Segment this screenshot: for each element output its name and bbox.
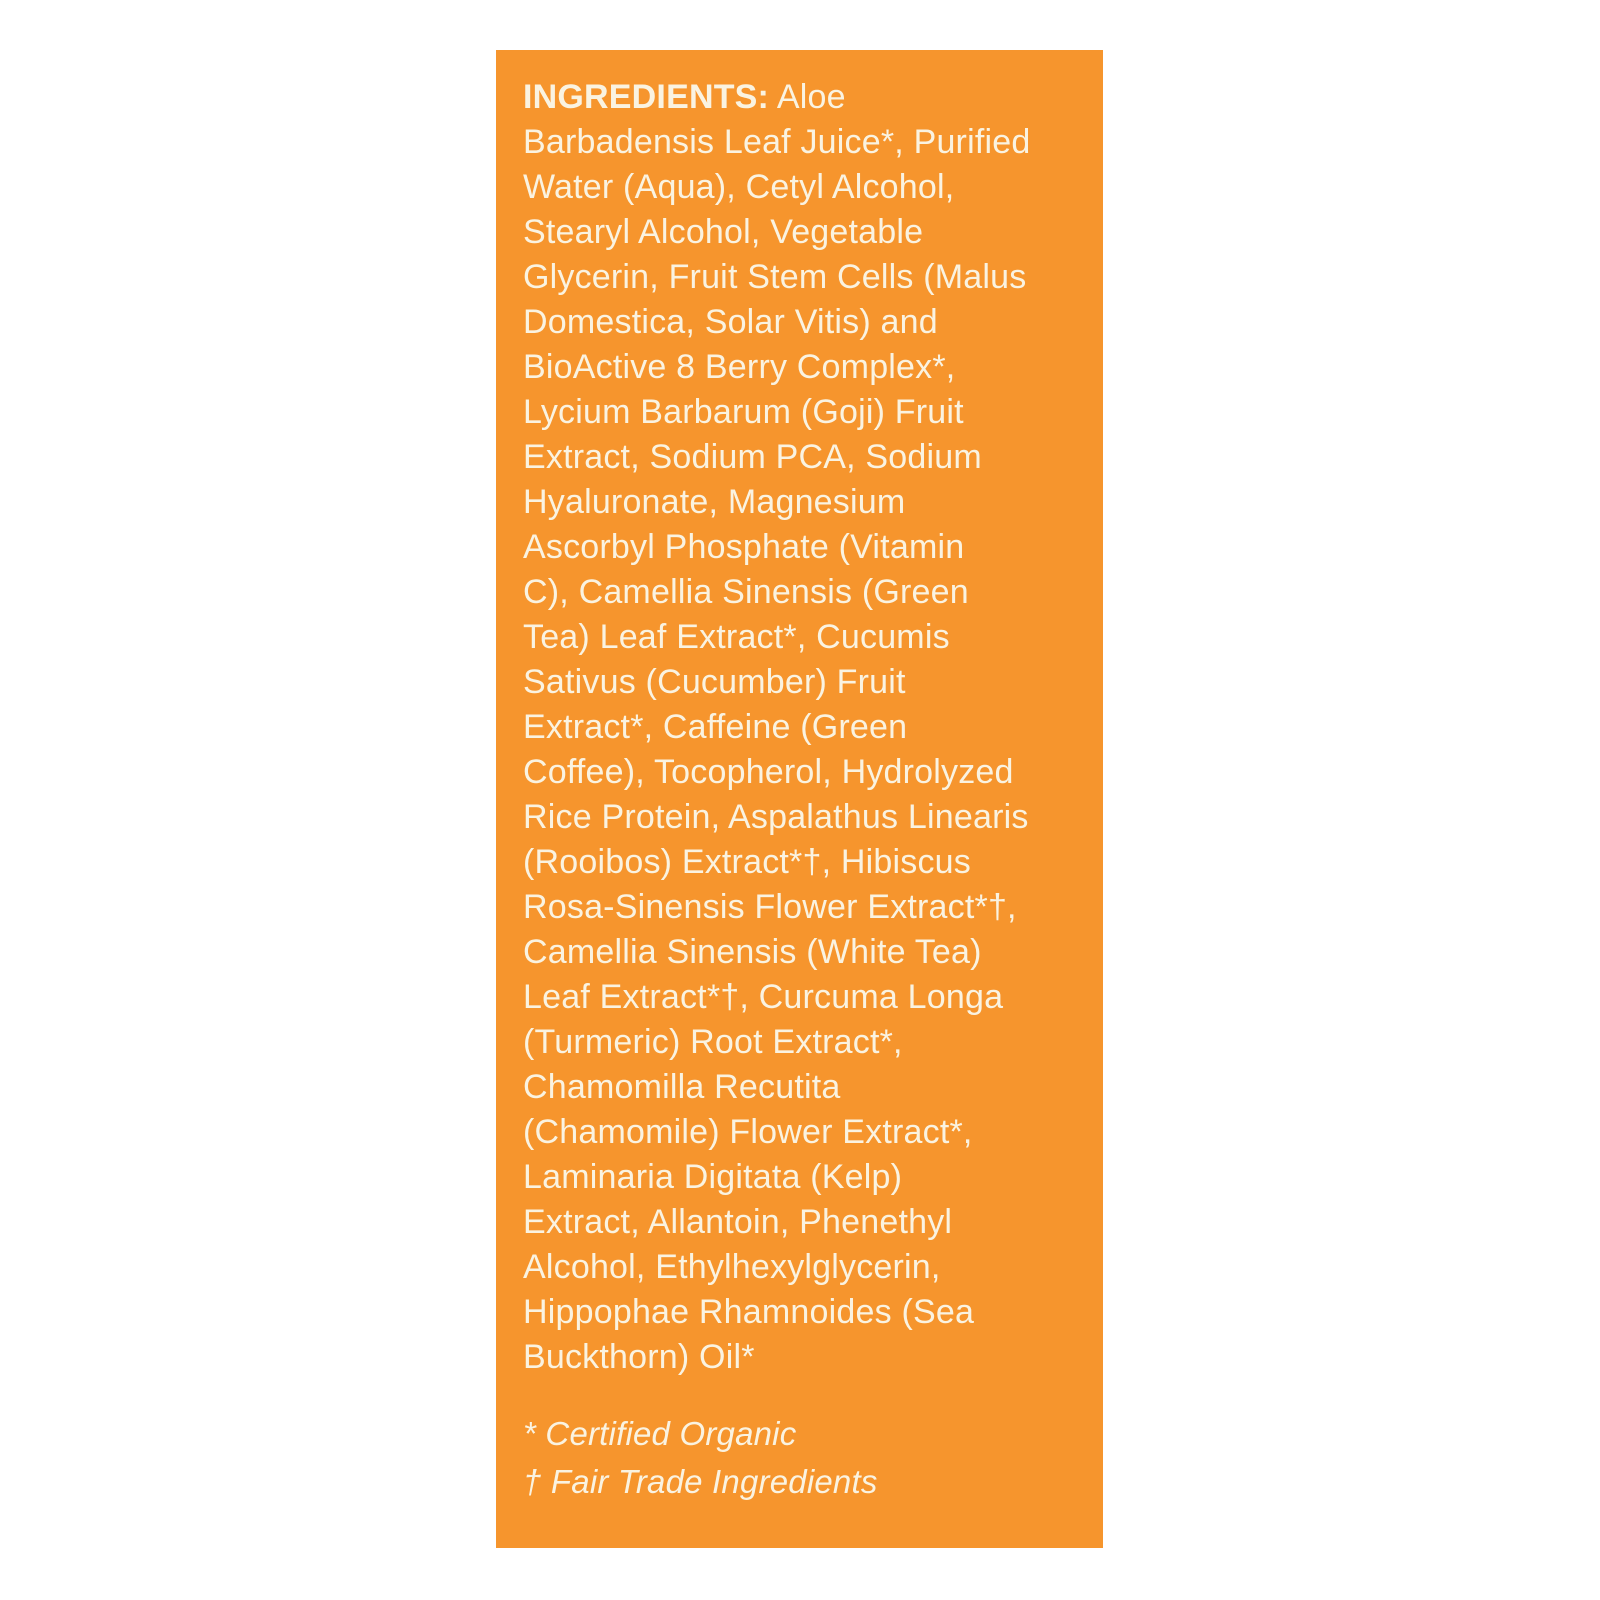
text-line: Water (Aqua), Cetyl Alcohol, [523, 168, 955, 206]
text-line: (Rooibos) Extract*†, Hibiscus [523, 843, 971, 881]
ingredients-first-item: Aloe [769, 78, 846, 116]
ingredients-lines [523, 120, 1085, 1380]
text-line: Domestica, Solar Vitis) and [523, 303, 938, 341]
text-line: Glycerin, Fruit Stem Cells (Malus [523, 258, 1027, 296]
text-line: Alcohol, Ethylhexylglycerin, [523, 1248, 941, 1286]
text-line: Sativus (Cucumber) Fruit [523, 663, 906, 701]
text-line: Extract, Allantoin, Phenethyl [523, 1203, 953, 1241]
text-line: Rosa-Sinensis Flower Extract*†, [523, 888, 1017, 926]
ingredients-list [523, 75, 1085, 1380]
text-line: Extract*, Caffeine (Green [523, 708, 908, 746]
text-line: * Certified Organic [523, 1415, 797, 1452]
text-line: † Fair Trade Ingredients [523, 1463, 878, 1500]
text-line: Ascorbyl Phosphate (Vitamin [523, 528, 965, 566]
text-line: Leaf Extract*†, Curcuma Longa [523, 978, 1004, 1016]
text-line: Hippophae Rhamnoides (Sea [523, 1293, 975, 1331]
text-line: Chamomilla Recutita [523, 1068, 841, 1106]
text-line: Lycium Barbarum (Goji) Fruit [523, 393, 964, 431]
text-line: Hyaluronate, Magnesium [523, 483, 906, 521]
text-line: Camellia Sinensis (White Tea) [523, 933, 982, 971]
text-line: (Turmeric) Root Extract*, [523, 1023, 903, 1061]
text-line: Buckthorn) Oil* [523, 1338, 755, 1376]
footnotes [523, 1410, 1085, 1506]
text-line: Extract, Sodium PCA, Sodium [523, 438, 982, 476]
text-line: Barbadensis Leaf Juice*, Purified [523, 123, 1031, 161]
text-line: Stearyl Alcohol, Vegetable [523, 213, 924, 251]
text-line: Coffee), Tocopherol, Hydrolyzed [523, 753, 1014, 791]
ingredients-first-line [523, 75, 1085, 120]
ingredients-panel [496, 50, 1103, 1548]
ingredients-heading: INGREDIENTS: [523, 78, 770, 116]
text-line: Rice Protein, Aspalathus Linearis [523, 798, 1029, 836]
text-line: Laminaria Digitata (Kelp) [523, 1158, 903, 1196]
text-line: BioActive 8 Berry Complex*, [523, 348, 956, 386]
text-line: (Chamomile) Flower Extract*, [523, 1113, 973, 1151]
text-line: C), Camellia Sinensis (Green [523, 573, 969, 611]
text-line: Tea) Leaf Extract*, Cucumis [523, 618, 950, 656]
